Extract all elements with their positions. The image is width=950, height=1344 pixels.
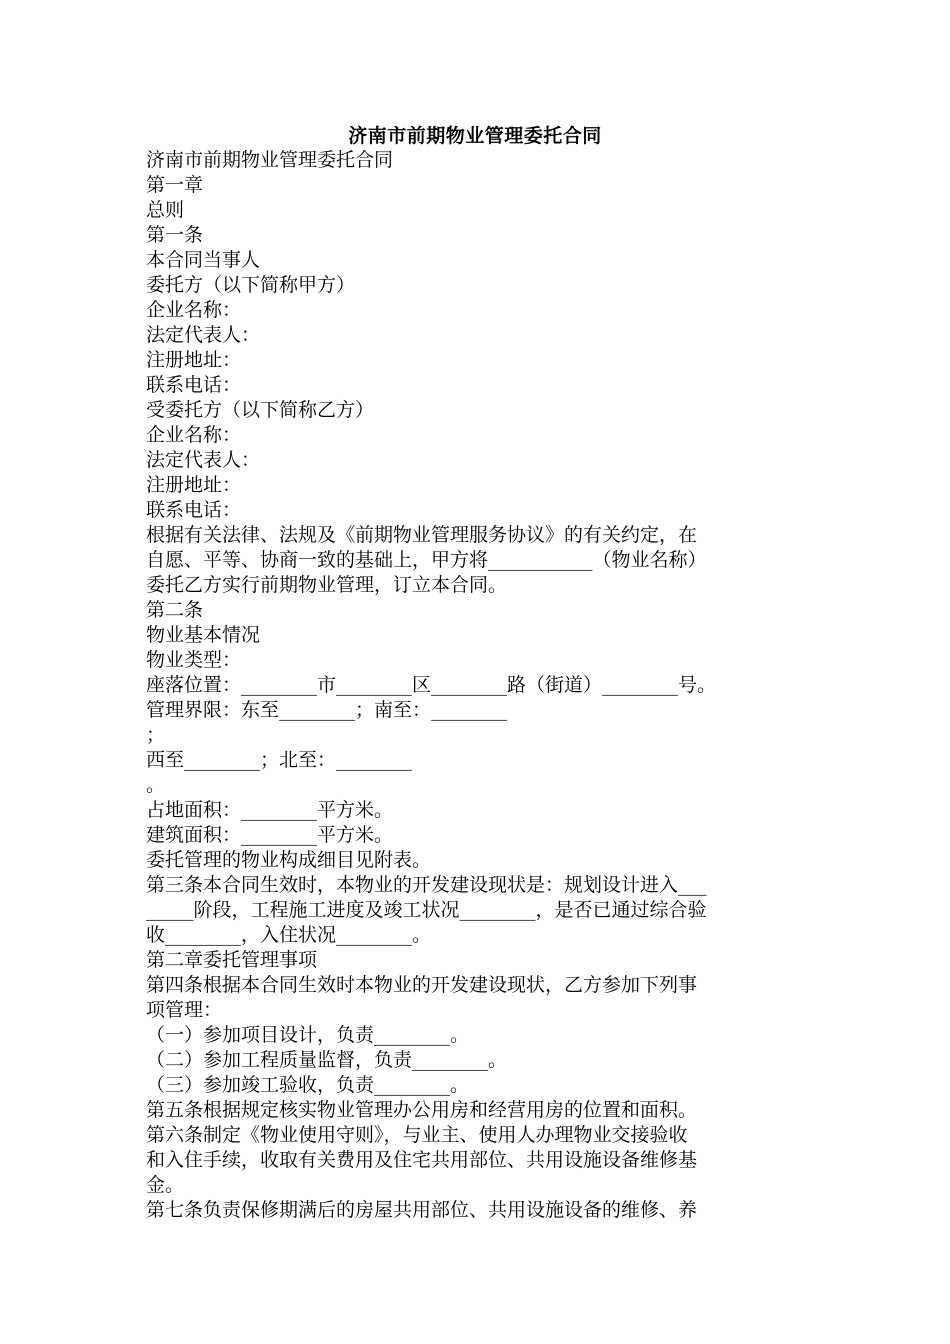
body-line: 委托乙方实行前期物业管理，订立本合同。 [146, 574, 508, 596]
body-line: 建筑面积：________平方米。 [146, 824, 394, 846]
body-line: 第三条本合同生效时，本物业的开发建设现状是：规划设计进入___ [146, 874, 707, 896]
body-line: 收________，入住状况________。 [146, 924, 432, 946]
body-line: 西至________；北至：________ [146, 749, 413, 771]
body-line: ； [146, 724, 166, 746]
body-line: 第七条负责保修期满后的房屋共用部位、共用设施设备的维修、养 [146, 1199, 698, 1221]
body-line: 占地面积：________平方米。 [146, 799, 394, 821]
body-line: 联系电话： [146, 374, 242, 396]
body-line: 委托方（以下简称甲方） [146, 274, 356, 296]
body-line: 第四条根据本合同生效时本物业的开发建设现状，乙方参加下列事 [146, 974, 698, 996]
document-title: 济南市前期物业管理委托合同 [348, 125, 602, 147]
body-line: 自愿、平等、协商一致的基础上，甲方将___________（物业名称） [146, 549, 707, 571]
body-line: 金。 [146, 1174, 185, 1196]
body-line: （一）参加项目设计，负责________。 [146, 1024, 470, 1046]
body-line: 根据有关法律、法规及《前期物业管理服务协议》的有关约定，在 [146, 524, 698, 546]
body-line: 联系电话： [146, 499, 242, 521]
body-line: 企业名称： [146, 424, 242, 446]
body-line: 受委托方（以下简称乙方） [146, 399, 375, 421]
body-line: （三）参加竣工验收，负责________。 [146, 1074, 470, 1096]
body-line: 法定代表人： [146, 324, 261, 346]
body-line: 第六条制定《物业使用守则》，与业主、使用人办理物业交接验收 [146, 1124, 688, 1146]
body-line: 物业类型： [146, 649, 242, 671]
body-line: 注册地址： [146, 474, 242, 496]
body-line: _____阶段，工程施工进度及竣工状况________，是否已通过综合验 [146, 899, 707, 921]
body-line: 注册地址： [146, 349, 242, 371]
body-line: 委托管理的物业构成细目见附表。 [146, 849, 432, 871]
body-line: 济南市前期物业管理委托合同 [146, 149, 394, 171]
body-line: 管理界限：东至________；南至：________ [146, 699, 508, 721]
body-line: 第五条根据规定核实物业管理办公用房和经营用房的位置和面积。 [146, 1099, 698, 1121]
body-line: 本合同当事人 [146, 249, 261, 271]
body-line: 第二章委托管理事项 [146, 949, 318, 971]
body-line: 第二条 [146, 599, 204, 621]
body-line: 法定代表人： [146, 449, 261, 471]
body-line: 物业基本情况 [146, 624, 261, 646]
body-line: （二）参加工程质量监督，负责________。 [146, 1049, 508, 1071]
body-line: 第一条 [146, 224, 204, 246]
body-line: 座落位置：________市________区________路（街道）________号。 [146, 674, 717, 696]
body-line: 。 [146, 774, 166, 796]
document-body [146, 148, 816, 1223]
body-line: 和入住手续，收取有关费用及住宅共用部位、共用设施设备维修基 [146, 1149, 698, 1171]
body-line: 企业名称： [146, 299, 242, 321]
body-line: 项管理： [146, 999, 223, 1021]
body-line: 总则 [146, 199, 185, 221]
body-line: 第一章 [146, 174, 204, 196]
